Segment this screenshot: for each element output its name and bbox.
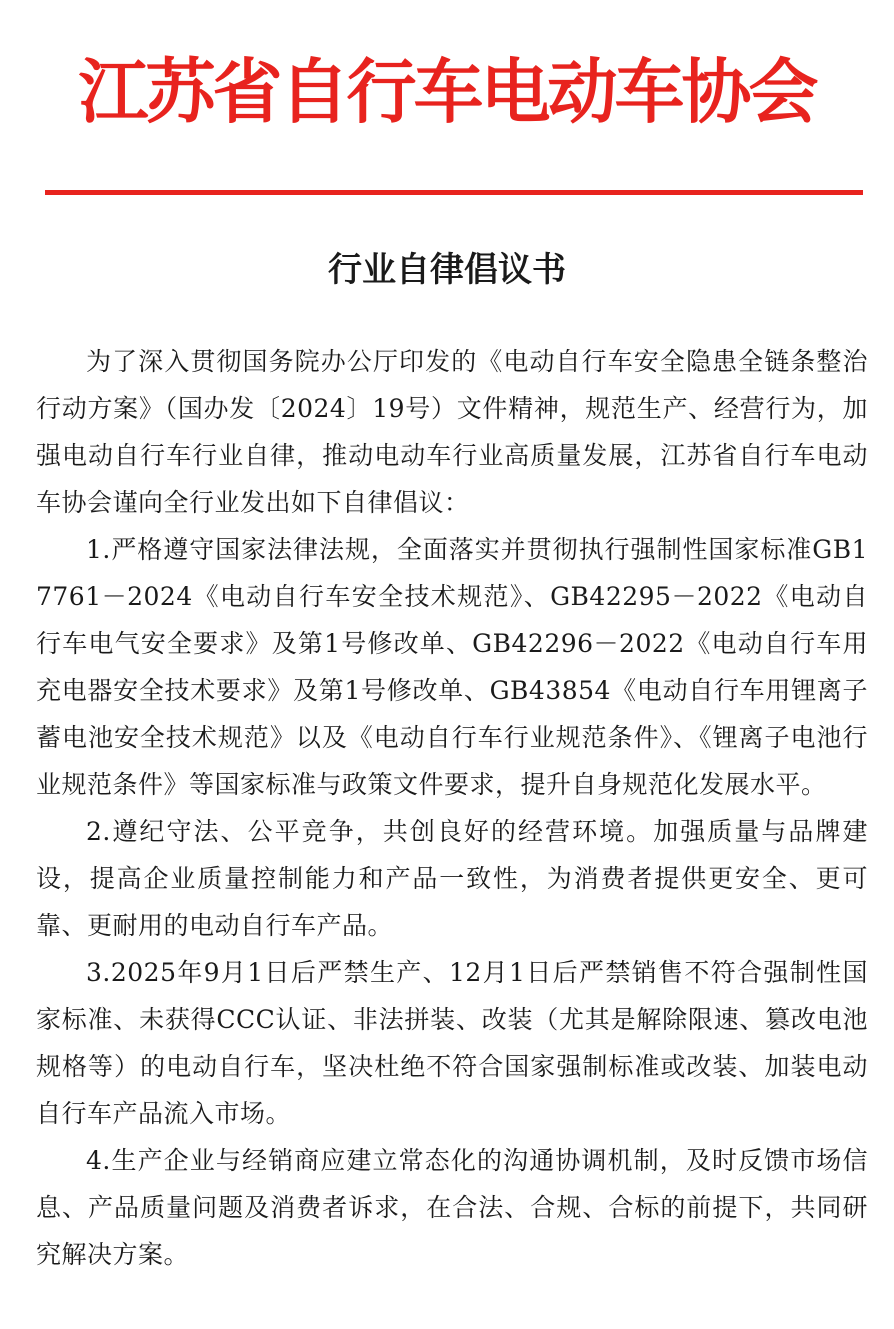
document-body [36, 338, 868, 1278]
letterhead-red-rule [45, 190, 863, 195]
item-1-paragraph: 1.严格遵守国家法律法规，全面落实并贯彻执行强制性国家标准GB17761－2024《电动自行车安全技术规范》、GB42295－2022《电动自行车电气安全要求》及第1号修改单、GB42296－2022《电动自行车用充电器安全技术要求》及第1号修改单、GB43854《电动自行车用锂离子蓄电池安全技术规范》以及《电动自行车行业规范条件》、《锂离子电池行业规范条件》等国家标准与政策文件要求，提升自身规范化发展水平。 [36, 535, 868, 799]
item-2-paragraph: 2.遵纪守法、公平竞争，共创良好的经营环境。加强质量与品牌建设，提高企业质量控制能力和产品一致性，为消费者提供更安全、更可靠、更耐用的电动自行车产品。 [36, 817, 868, 940]
intro-paragraph: 为了深入贯彻国务院办公厅印发的《电动自行车安全隐患全链条整治行动方案》（国办发〔2024〕19号）文件精神，规范生产、经营行为，加强电动自行车行业自律，推动电动车行业高质量发展，江苏省自行车电动车协会谨向全行业发出如下自律倡议： [36, 347, 868, 517]
item-3-paragraph: 3.2025年9月1日后严禁生产、12月1日后严禁销售不符合强制性国家标准、未获得CCC认证、非法拼装、改装（尤其是解除限速、篡改电池规格等）的电动自行车，坚决杜绝不符合国家强制标准或改装、加装电动自行车产品流入市场。 [36, 958, 868, 1128]
letterhead-org-name: 江苏省自行车电动车协会 [78, 51, 816, 133]
document-title: 行业自律倡议书 [328, 250, 566, 290]
item-4-paragraph: 4.生产企业与经销商应建立常态化的沟通协调机制，及时反馈市场信息、产品质量问题及消费者诉求，在合法、合规、合标的前提下，共同研究解决方案。 [36, 1146, 868, 1269]
